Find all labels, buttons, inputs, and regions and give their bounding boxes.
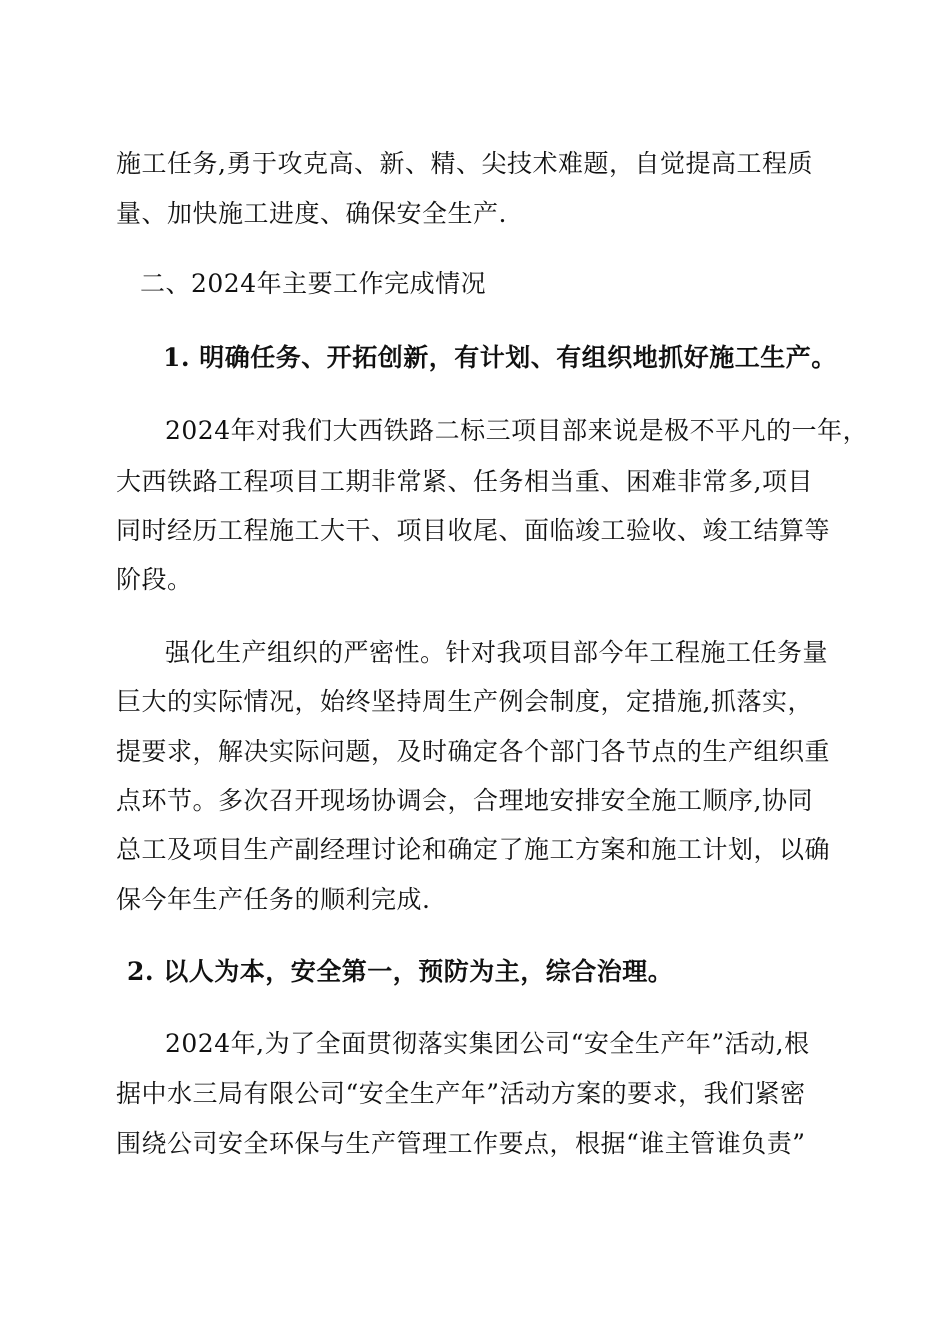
subsection-2-heading: 2. 以人为本，安全第一，预防为主，综合治理。 bbox=[127, 957, 674, 986]
subsection-1-paragraph-2-line-2: 巨大的实际情况，始终坚持周生产例会制度，定措施,抓落实， bbox=[116, 687, 813, 716]
intro-line-1: 施工任务,勇于攻克高、新、精、尖技术难题，自觉提高工程质 bbox=[116, 149, 813, 178]
subsection-1-paragraph-2-line-4: 点环节。多次召开现场协调会，合理地安排安全施工顺序,协同 bbox=[116, 786, 813, 815]
subsection-1-heading: 1. 明确任务、开拓创新，有计划、有组织地抓好施工生产。 bbox=[163, 343, 837, 372]
subsection-1-paragraph-2-line-1: 强化生产组织的严密性。针对我项目部今年工程施工任务量 bbox=[165, 638, 829, 667]
intro-line-2: 量、加快施工进度、确保安全生产. bbox=[116, 199, 507, 228]
subsection-1-paragraph-2-line-5: 总工及项目生产副经理讨论和确定了施工方案和施工计划，以确 bbox=[116, 835, 831, 864]
section-heading: 二、2024年主要工作完成情况 bbox=[140, 269, 487, 298]
subsection-1-paragraph-1-line-4: 阶段。 bbox=[116, 565, 193, 594]
subsection-1-paragraph-2-line-3: 提要求，解决实际问题，及时确定各个部门各节点的生产组织重 bbox=[116, 737, 831, 766]
subsection-1-paragraph-1-line-1: 2024年对我们大西铁路二标三项目部来说是极不平凡的一年， bbox=[165, 416, 869, 445]
subsection-2-paragraph-1-line-1: 2024年,为了全面贯彻落实集团公司“安全生产年”活动,根 bbox=[165, 1029, 810, 1058]
subsection-1-paragraph-1-line-3: 同时经历工程施工大干、项目收尾、面临竣工验收、竣工结算等 bbox=[116, 516, 831, 545]
subsection-2-paragraph-1-line-3: 围绕公司安全环保与生产管理工作要点，根据“谁主管谁负责” bbox=[116, 1129, 806, 1158]
subsection-1-paragraph-1-line-2: 大西铁路工程项目工期非常紧、任务相当重、困难非常多,项目 bbox=[116, 467, 813, 496]
subsection-2-paragraph-1-line-2: 据中水三局有限公司“安全生产年”活动方案的要求，我们紧密 bbox=[116, 1079, 806, 1108]
subsection-1-paragraph-2-line-6: 保今年生产任务的顺利完成. bbox=[116, 885, 431, 914]
